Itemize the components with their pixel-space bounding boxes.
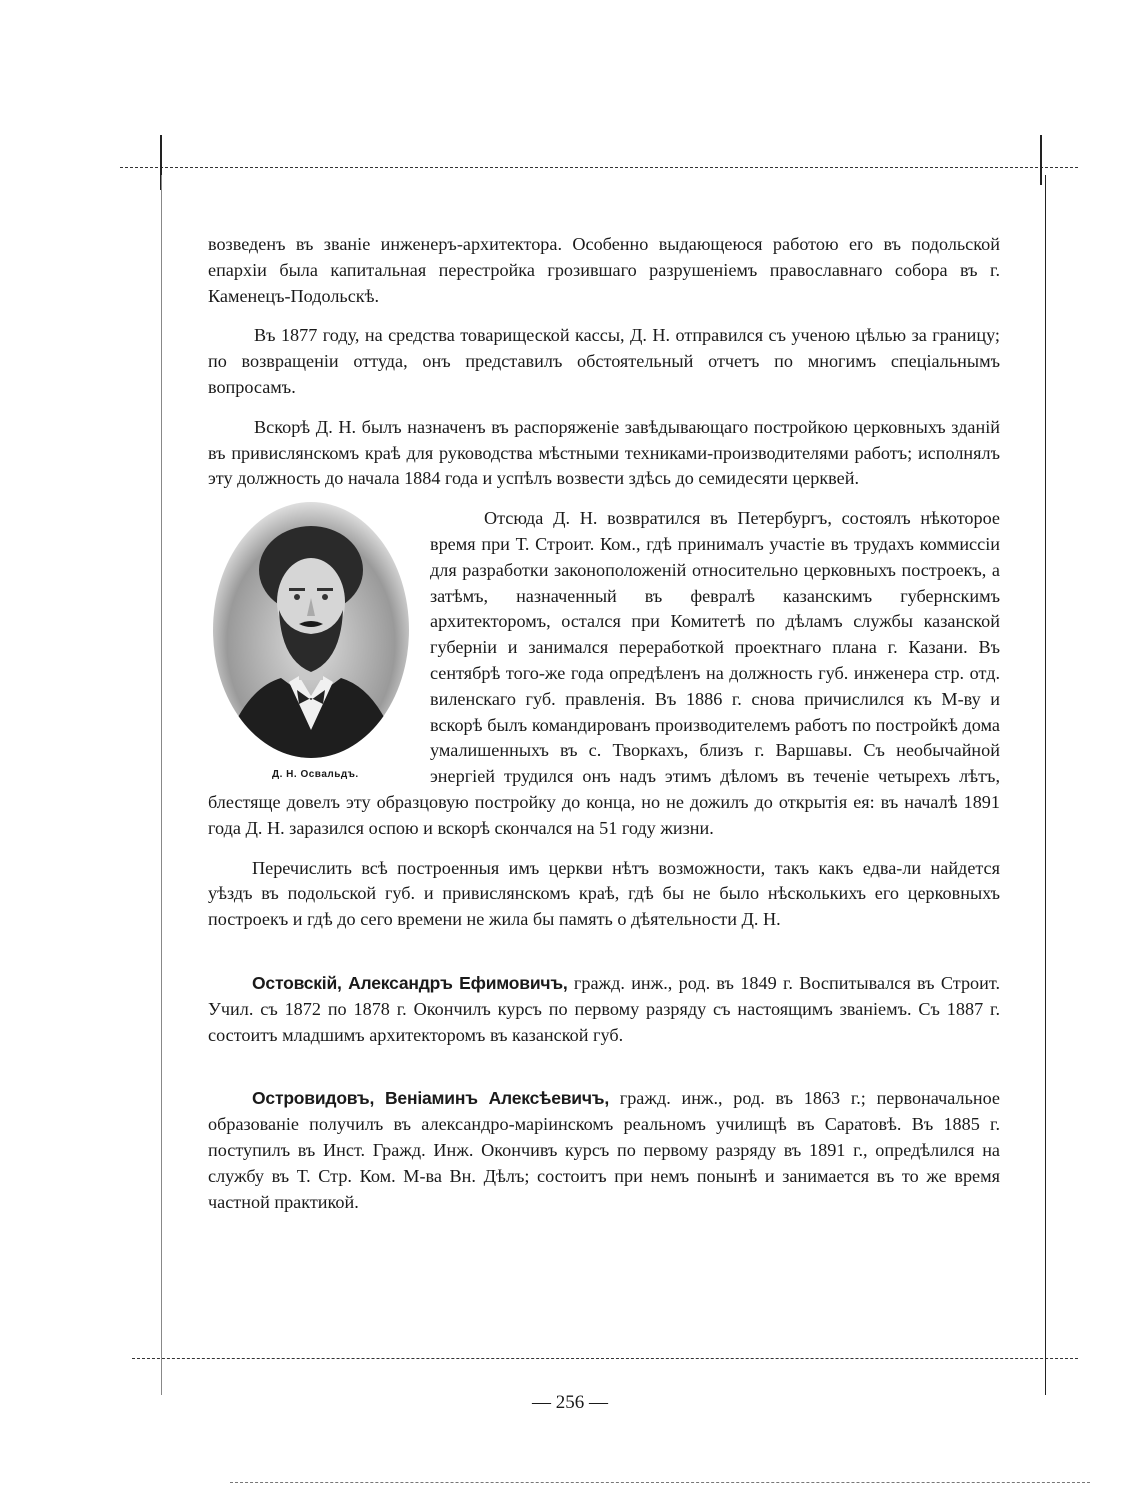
entry-text: гражд. инж., род. въ 1863 г.; первоначальное образованіе получилъ въ александро-маріинскомъ реальномъ училищѣ въ Саратовѣ. Въ 1885 г. поступилъ въ Инст. Гражд. Инж. Окончивъ курсъ по первому разряду въ 1891 г., опредѣлился на службу въ Т. Стр. Ком. М-ва Вн. Дѣлъ; состоитъ при немъ понынѣ и занимается въ то же время частной практикой.	[208, 1088, 1000, 1212]
paragraph-2: Въ 1877 году, на средства товарищеской кассы, Д. Н. отправился съ ученою цѣлью за границу; по возвращеніи оттуда, онъ представилъ обстоятельный отчетъ по многимъ спеціальнымъ вопросамъ.	[208, 325, 1000, 397]
portrait-image	[211, 500, 411, 760]
entry-name: Остовскій, Александръ Ефимовичъ,	[252, 972, 568, 993]
entry-name: Островидовъ, Веніаминъ Алексѣевичъ,	[252, 1088, 610, 1109]
entry-ostovskiy	[208, 971, 1000, 1048]
top-frame-line	[120, 167, 1078, 168]
left-frame-line	[161, 175, 162, 1395]
paragraph-5: Перечислить всѣ построенныя имъ церкви нѣтъ возможности, такъ какъ едва-ли найдется уѣздъ въ подольской губ. и привислянскомъ краѣ, гдѣ бы не было нѣсколькихъ его церковныхъ построекъ и гдѣ до сего времени не жила бы память о дѣятельности Д. Н.	[208, 857, 1000, 930]
right-frame-line-top	[1040, 135, 1042, 185]
page-number: — 256 —	[532, 1392, 608, 1413]
portrait-figure	[208, 500, 414, 788]
bottom-frame-line	[132, 1358, 1078, 1359]
entry-ostrovidov	[208, 1086, 1000, 1215]
paragraph-4: Отсюда Д. Н. возвратился въ Петербургъ, состоялъ нѣкоторое время при Т. Строит. Ком., гдѣ принималъ участіе въ трудахъ коммиссіи для разработки законоположеній относительно церковныхъ построекъ, а затѣмъ, назначенный въ февралѣ казанскимъ губернскимъ архитекторомъ, остался при Комитетѣ по дѣламъ службы казанской губерніи и занимался переработкой проектнаго плана г. Казани. Въ сентябрѣ того-же года опредѣленъ на должность губ. инженера стр. отд. виленскаго губ. правленія. Въ 1886 г. снова причислился къ М-ву и вскорѣ былъ командированъ производителемъ работъ по постройкѣ дома умалишенныхъ въ с. Творкахъ, близъ г. Варшавы. Съ необычайной энергіей трудился онъ надъ этимъ дѣломъ въ теченіе четырехъ лѣтъ, блестяще довелъ эту образцовую постройку до конца, но не дожилъ до открытія ея: въ началѣ 1891 года Д. Н. заразился оспою и вскорѣ скончался на 51 году жизни.	[208, 508, 1000, 838]
paragraph-1: возведенъ въ званіе инженеръ-архитектора. Особенно выдающеюся работою его въ подольской епархіи была капитальная перестройка грозившаго разрушеніемъ православнаго собора въ г. Каменецъ-Подольскѣ.	[208, 234, 1000, 306]
text-column	[208, 232, 1000, 1215]
entry-text: гражд. инж., род. въ 1849 г. Воспитывался въ Строит. Учил. съ 1872 по 1878 г. Окончилъ курсъ по первому разряду съ настоящимъ званіемъ. Съ 1887 г. состоитъ младшимъ архитекторомъ въ казанской губ.	[208, 972, 1001, 1045]
portrait-caption: Д. Н. Освальдъ.	[272, 769, 359, 781]
paragraph-3: Вскорѣ Д. Н. былъ назначенъ въ распоряженіе завѣдывающаго постройкою церковныхъ зданій въ привислянскомъ краѣ для руководства мѣстными техниками-производителями работъ; исполнялъ эту должность до начала 1884 года и успѣлъ возвести здѣсь до семидесяти церквей.	[208, 416, 1000, 489]
footer-dashes	[230, 1482, 1090, 1483]
right-frame-line	[1045, 175, 1046, 1395]
